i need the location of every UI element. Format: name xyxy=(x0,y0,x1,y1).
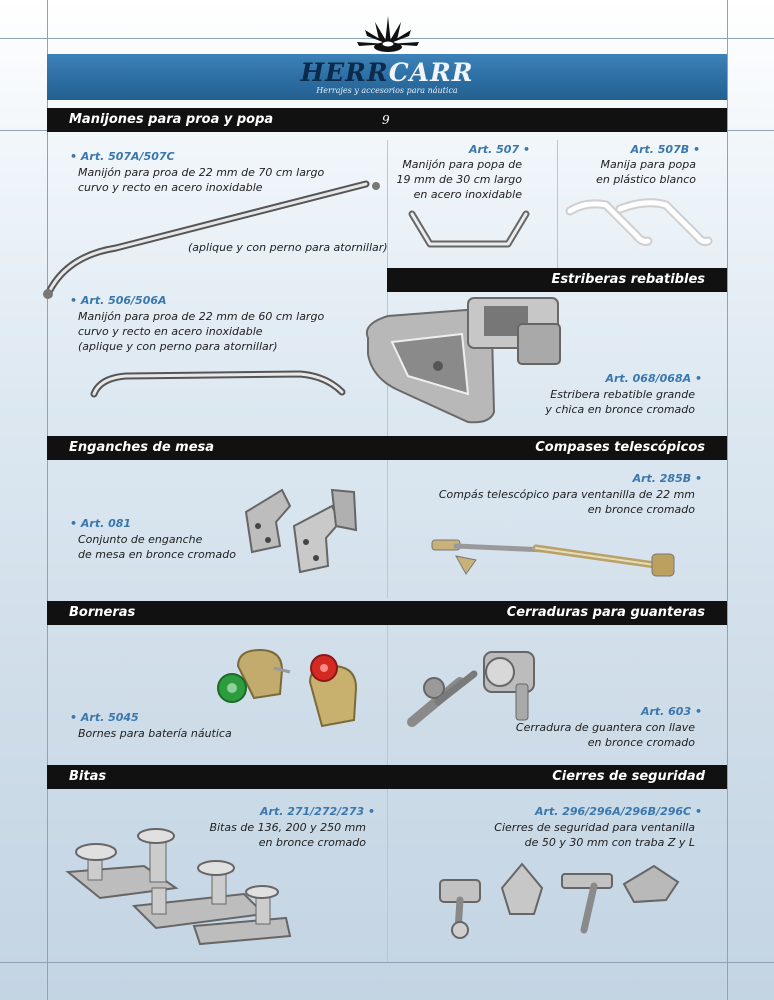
article-code: • Art. 5045 xyxy=(70,711,139,724)
section-bar-manijones: Manijones para proa y popa xyxy=(47,108,727,132)
product-description: Manijón para popa de xyxy=(402,158,522,171)
section-bar-compases: Compases telescópicos xyxy=(387,436,727,460)
section-bar-enganches: Enganches de mesa xyxy=(47,436,387,460)
article-code: • Art. 506/506A xyxy=(70,294,167,307)
section-bar-estriberas: Estriberas rebatibles xyxy=(387,268,727,292)
article-code: • Art. 081 xyxy=(70,517,132,530)
battery-terminal-image xyxy=(208,636,370,736)
article-code: Art. 507B • xyxy=(630,143,700,156)
safety-latch-image xyxy=(434,860,684,944)
bow-handrail-image xyxy=(36,176,386,306)
product-description: curvo y recto en acero inoxidable xyxy=(78,181,263,194)
product-note: (aplique y con perno para atornillar) xyxy=(188,241,388,254)
product-description: Cierres de seguridad para ventanilla xyxy=(494,821,695,834)
article-code: Art. 603 • xyxy=(640,705,702,718)
article-code: Art. 296/296A/296B/296C • xyxy=(535,805,702,818)
product-description: en bronce cromado xyxy=(587,503,695,516)
brand-tagline: Herrajes y accesorios para náutica xyxy=(316,86,458,95)
product-description: Manijón para proa de 22 mm de 60 cm largo xyxy=(78,310,325,323)
article-code: Art. 068/068A • xyxy=(605,372,702,385)
section-bar-borneras: Borneras xyxy=(47,601,387,625)
page-number: 9 xyxy=(382,113,390,127)
product-description: Estribera rebatible grande xyxy=(550,388,695,401)
product-description: (aplique y con perno para atornillar) xyxy=(78,340,278,353)
frame-line-bottom xyxy=(0,962,774,963)
plastic-handle-image xyxy=(566,195,712,251)
product-description: Bitas de 136, 200 y 250 mm xyxy=(209,821,366,834)
divider-vertical xyxy=(387,789,388,962)
article-code: Art. 507 • xyxy=(468,143,530,156)
divider-vertical xyxy=(387,460,388,598)
telescopic-stay-image xyxy=(426,530,688,586)
stern-handle-image xyxy=(404,208,534,254)
brand-banner xyxy=(47,54,727,100)
product-description: 19 mm de 30 cm largo xyxy=(396,173,522,186)
product-description: Compás telescópico para ventanilla de 22 mm xyxy=(438,488,695,501)
frame-line-left xyxy=(47,0,48,1000)
section-bar-bitas: Bitas xyxy=(47,765,387,789)
glovebox-lock-image xyxy=(404,644,544,728)
product-description: en bronce cromado xyxy=(587,736,695,749)
article-code: • Art. 507A/507C xyxy=(70,150,175,163)
section-bar-cierres: Cierres de seguridad xyxy=(387,765,727,789)
bow-handrail-short-image xyxy=(90,364,350,400)
product-description: en acero inoxidable xyxy=(413,188,522,201)
product-description: en bronce cromado xyxy=(258,836,366,849)
compass-rose-logo xyxy=(355,14,421,54)
article-code: Art. 271/272/273 • xyxy=(260,805,375,818)
product-description: Bornes para batería náutica xyxy=(78,727,232,740)
section-bar-cerraduras: Cerraduras para guanteras xyxy=(387,601,727,625)
product-description: Manijón para proa de 22 mm de 70 cm largo xyxy=(78,166,325,179)
product-description: y chica en bronce cromado xyxy=(545,403,695,416)
frame-line-right xyxy=(727,0,728,1000)
product-description: Manija para popa xyxy=(600,158,696,171)
product-description: Cerradura de guantera con llave xyxy=(515,721,695,734)
divider-vertical xyxy=(557,140,558,268)
product-description: de mesa en bronce cromado xyxy=(78,548,236,561)
product-description: en plástico blanco xyxy=(596,173,696,186)
table-hook-image xyxy=(236,482,366,580)
brand-name: HERRCARR xyxy=(300,58,474,87)
article-code: Art. 285B • xyxy=(632,472,702,485)
cleat-bitt-image xyxy=(64,826,296,946)
divider-vertical xyxy=(387,625,388,765)
product-description: Conjunto de enganche xyxy=(78,533,203,546)
product-description: curvo y recto en acero inoxidable xyxy=(78,325,263,338)
product-description: de 50 y 30 mm con traba Z y L xyxy=(524,836,695,849)
